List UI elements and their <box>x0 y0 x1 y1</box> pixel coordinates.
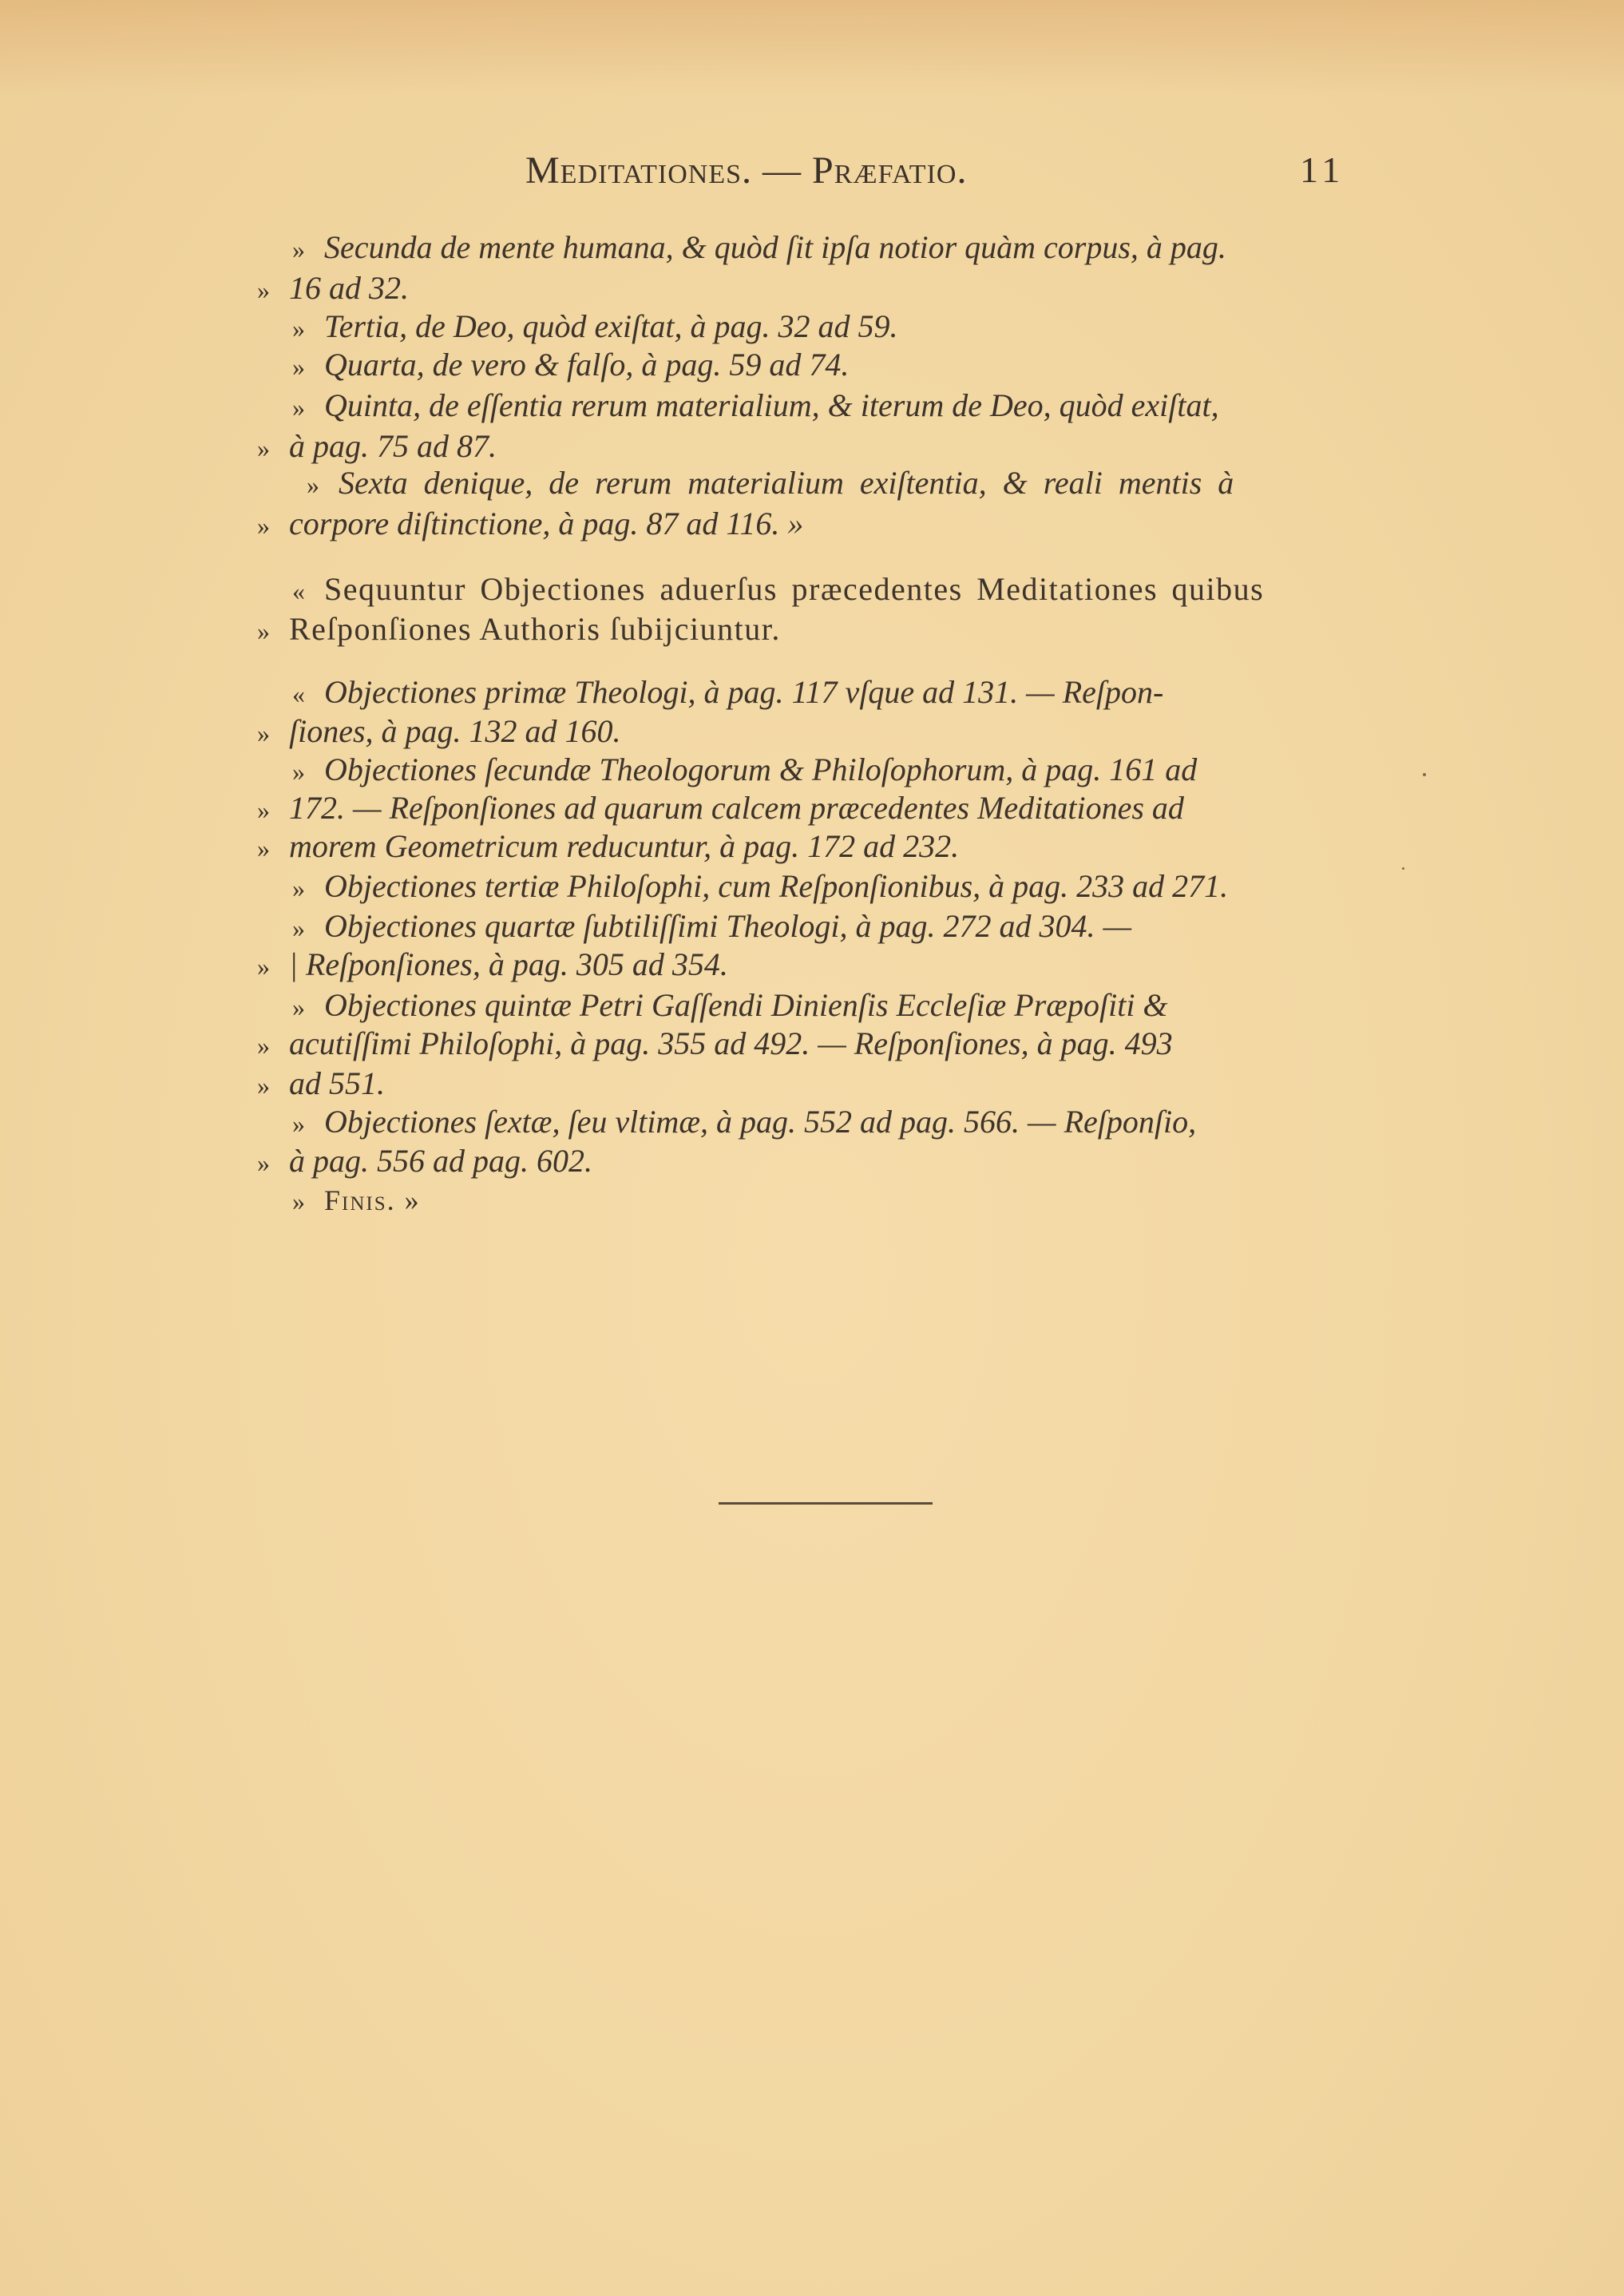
quote-mark: » <box>257 434 270 462</box>
quote-mark: » <box>257 795 270 824</box>
paper-speck <box>1423 773 1426 776</box>
quote-mark: « <box>292 577 307 605</box>
text-line <box>292 673 1163 711</box>
text-line <box>257 610 781 648</box>
quote-mark: » <box>257 952 270 981</box>
text-line <box>292 387 1219 424</box>
text-line <box>257 789 1184 827</box>
quote-mark: » <box>292 352 305 381</box>
quote-mark: » <box>292 757 305 786</box>
line-text: Sexta denique, de rerum materialium exiſtentia, & reali mentis à <box>339 465 1234 501</box>
text-line <box>257 1065 385 1102</box>
line-text: Quinta, de eſſentia rerum materialium, & iterum de Deo, quòd exiſtat, <box>324 387 1219 423</box>
quote-mark: » <box>307 470 319 499</box>
line-text: acutiſſimi Philoſophi, à pag. 355 ad 492. — Reſponſiones, à pag. 493 <box>289 1025 1173 1061</box>
end-rule <box>719 1502 933 1505</box>
line-text: Quarta, de vero & falſo, à pag. 59 ad 74. <box>324 347 850 383</box>
line-text: 172. — Reſponſiones ad quarum calcem præcedentes Meditationes ad <box>289 790 1184 826</box>
line-text: ad 551. <box>289 1065 385 1101</box>
text-line <box>257 1142 592 1180</box>
text-line <box>257 712 621 750</box>
line-text: Secunda de mente humana, & quòd ſit ipſa notior quàm corpus, à pag. <box>324 229 1226 265</box>
quote-mark: » <box>292 874 305 902</box>
text-line <box>257 827 959 865</box>
line-text: Objectiones quartæ ſubtiliſſimi Theologi, à pag. 272 ad 304. — <box>324 908 1132 944</box>
line-text: ſiones, à pag. 132 ad 160. <box>289 713 621 749</box>
line-text: Objectiones primæ Theologi, à pag. 117 vſque ad 131. — Reſpon- <box>324 674 1164 710</box>
line-text: 16 ad 32. <box>289 270 409 306</box>
line-text: | Reſponſiones, à pag. 305 ad 354. <box>289 946 728 982</box>
quote-mark: » <box>292 235 305 264</box>
quote-mark: » <box>257 719 270 747</box>
line-text: Objectiones quintæ Petri Gaſſendi Dinienſis Eccleſiæ Præpoſiti & <box>324 987 1168 1023</box>
line-text: à pag. 556 ad pag. 602. <box>289 1143 592 1179</box>
text-line <box>257 1025 1173 1062</box>
text-line <box>292 986 1168 1024</box>
text-line <box>292 228 1226 266</box>
quote-mark: » <box>257 276 270 304</box>
line-text: corpore diſtinctione, à pag. 87 ad 116. » <box>289 506 804 541</box>
quote-mark: « <box>292 680 305 708</box>
quote-mark: » <box>292 914 305 942</box>
quote-mark: » <box>292 1109 305 1138</box>
quote-mark: » <box>292 314 305 343</box>
quote-mark: » <box>257 1071 270 1100</box>
line-text: Tertia, de Deo, quòd exiſtat, à pag. 32 ad 59. <box>324 308 898 344</box>
page-header <box>0 149 1624 204</box>
finis-text: Finis. » <box>324 1184 421 1216</box>
text-line <box>292 1184 421 1217</box>
text-line <box>257 269 409 307</box>
text-line <box>292 570 1264 608</box>
quote-mark: » <box>257 834 270 862</box>
text-line <box>292 1103 1196 1140</box>
page-number: 11 <box>1300 149 1345 190</box>
text-line <box>257 427 497 465</box>
text-line <box>292 346 849 383</box>
quote-mark: » <box>257 1148 270 1177</box>
line-text: Objectiones tertiæ Philoſophi, cum Reſponſionibus, à pag. 233 ad 271. <box>324 868 1229 904</box>
quote-mark: » <box>257 617 271 645</box>
line-text: à pag. 75 ad 87. <box>289 428 497 464</box>
quote-mark: » <box>257 1031 270 1060</box>
quote-mark: » <box>292 1187 305 1215</box>
line-text: Reſponſiones Authoris ſubijciuntur. <box>289 611 781 647</box>
quote-mark: » <box>257 511 270 540</box>
line-text: Objectiones ſextæ, ſeu vltimæ, à pag. 552 ad pag. 566. — Reſponſio, <box>324 1104 1197 1140</box>
text-line <box>307 464 1234 502</box>
line-text: Objectiones ſecundæ Theologorum & Philoſophorum, à pag. 161 ad <box>324 751 1198 787</box>
text-line <box>257 946 728 983</box>
quote-mark: » <box>292 393 305 422</box>
paper-speck <box>1402 867 1404 870</box>
quote-mark: » <box>292 993 305 1021</box>
text-line <box>292 307 897 345</box>
text-line <box>292 907 1131 945</box>
text-line <box>292 751 1197 788</box>
text-line <box>257 505 803 542</box>
line-text: Sequuntur Objectiones aduerſus præcedentes Meditationes quibus <box>324 571 1265 607</box>
running-title: Meditationes. — Præfatio. <box>525 149 968 192</box>
page-edge-shading <box>0 0 1624 96</box>
text-line <box>292 867 1228 905</box>
line-text: morem Geometricum reducuntur, à pag. 172 ad 232. <box>289 828 960 864</box>
